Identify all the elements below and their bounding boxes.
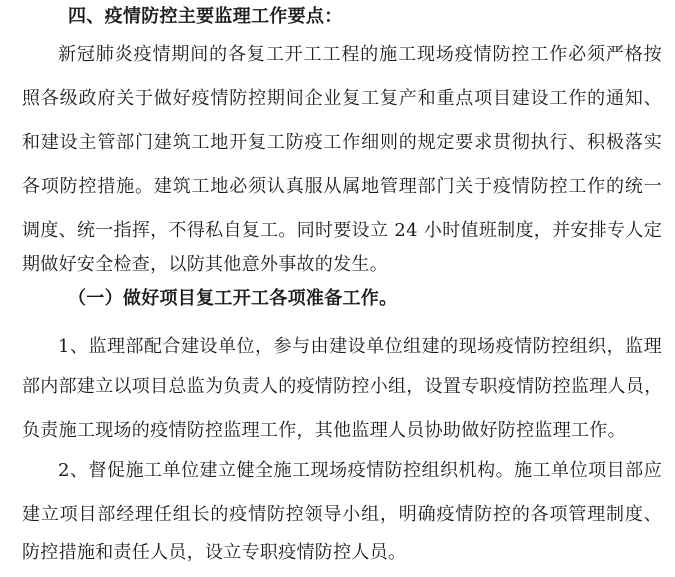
paragraph-line: 各项防控措施。建筑工地必须认真服从属地管理部门关于疫情防控工作的统一 xyxy=(22,176,662,197)
paragraph-line: 期做好安全检查，以防其他意外事故的发生。 xyxy=(22,254,388,275)
paragraph-line: 新冠肺炎疫情期间的各复工开工工程的施工现场疫情防控工作必须严格按 xyxy=(58,44,662,65)
paragraph-line: 1、监理部配合建设单位，参与由建设单位组建的现场疫情防控组织，监理 xyxy=(58,336,662,357)
section-heading: 四、疫情防控主要监理工作要点： xyxy=(68,6,343,27)
paragraph-line: 建立项目部经理任组长的疫情防控领导小组，明确疫情防控的各项管理制度、 xyxy=(22,504,662,525)
subsection-heading: （一）做好项目复工开工各项准备工作。 xyxy=(68,288,398,309)
paragraph-line: 调度、统一指挥，不得私自复工。同时要设立 24 小时值班制度，并安排专人定 xyxy=(22,220,662,241)
paragraph-line: 负责施工现场的疫情防控监理工作，其他监理人员协助做好防控监理工作。 xyxy=(22,420,626,441)
paragraph-line: 2、督促施工单位建立健全施工现场疫情防控组织机构。施工单位项目部应 xyxy=(58,460,662,481)
paragraph-line: 照各级政府关于做好疫情防控期间企业复工复产和重点项目建设工作的通知、 xyxy=(22,88,662,109)
paragraph-line: 和建设主管部门建筑工地开复工防疫工作细则的规定要求贯彻执行、积极落实 xyxy=(22,132,662,153)
paragraph-line: 部内部建立以项目总监为负责人的疫情防控小组，设置专职疫情防控监理人员， xyxy=(22,376,663,397)
paragraph-line: 防控措施和责任人员，设立专职疫情防控人员。 xyxy=(22,542,407,563)
